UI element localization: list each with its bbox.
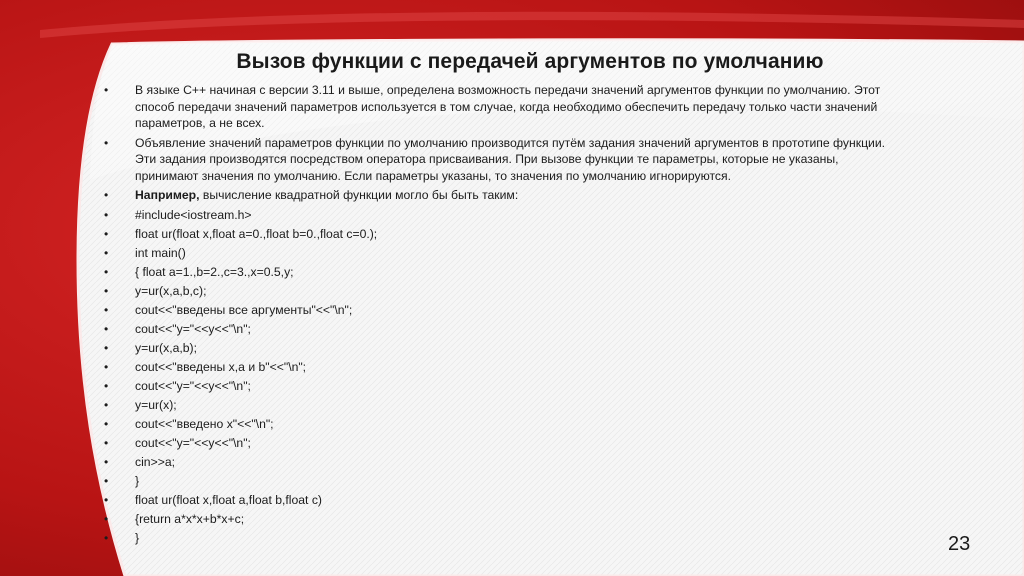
bullet-icon: • — [104, 492, 109, 507]
bullet-icon: • — [104, 188, 109, 203]
list-item — [104, 359, 904, 375]
bullet-icon: • — [104, 226, 109, 241]
bullet-icon: • — [104, 416, 109, 431]
bullet-icon: • — [104, 511, 109, 526]
list-item-text: int main() — [135, 245, 186, 260]
list-item-text: float ur(float x,float a=0.,float b=0.,float c=0.); — [135, 226, 378, 241]
list-item-text: cout<<"введено x"<<"\n"; — [135, 416, 274, 431]
bullet-icon: • — [104, 264, 109, 279]
bullet-icon: • — [104, 207, 109, 222]
list-item — [104, 435, 904, 451]
bullet-icon: • — [104, 321, 109, 336]
list-item-text: cout<<"введены x,a и b"<<"\n"; — [135, 359, 307, 374]
bullet-icon: • — [104, 473, 109, 488]
list-item-text: { float a=1.,b=2.,c=3.,x=0.5,y; — [135, 264, 294, 279]
list-item — [104, 207, 904, 223]
bullet-icon: • — [104, 283, 109, 298]
list-item — [104, 473, 904, 489]
list-item — [104, 187, 904, 204]
bullet-icon: • — [104, 245, 109, 260]
list-item-text: {return a*x*x+b*x+c; — [135, 511, 245, 526]
list-item — [104, 454, 904, 470]
list-item-text: cout<<"y="<<y<<"\n"; — [135, 321, 251, 336]
list-item-text: вычисление квадратной функции могло бы быть таким: — [199, 188, 519, 203]
bullet-icon: • — [104, 359, 109, 374]
bullet-icon: • — [104, 302, 109, 317]
list-item — [104, 340, 904, 356]
list-item — [104, 135, 904, 185]
bullet-icon: • — [104, 397, 109, 412]
bullet-list — [104, 82, 904, 549]
list-item — [104, 416, 904, 432]
bullet-icon: • — [104, 135, 109, 150]
list-item-text: y=ur(x,a,b); — [135, 340, 197, 355]
slide-title: Вызов функции с передачей аргументов по умолчанию — [236, 50, 824, 73]
list-item — [104, 283, 904, 299]
list-item-text: В языке С++ начиная с версии 3.11 и выше, определена возможность передачи значений аргументов функции по умолчанию. Этот способ передачи значений параметров используется в том случае, когда необходимо обеспечить передачу только части значений параметров, а не всех. — [135, 83, 881, 131]
list-item-text: cin>>a; — [135, 454, 175, 469]
list-item — [104, 302, 904, 318]
list-item-text: #include<iostream.h> — [135, 207, 252, 222]
page-number: 23 — [948, 533, 971, 555]
list-item-text: cout<<"y="<<y<<"\n"; — [135, 378, 251, 393]
list-item — [104, 226, 904, 242]
frame-highlight — [40, 12, 1024, 38]
list-item — [104, 321, 904, 337]
list-item-text: cout<<"y="<<y<<"\n"; — [135, 435, 251, 450]
bullet-icon: • — [104, 378, 109, 393]
list-item — [104, 82, 904, 132]
list-item — [104, 511, 904, 527]
bullet-icon: • — [104, 435, 109, 450]
bullet-icon: • — [104, 530, 109, 545]
list-item — [104, 397, 904, 413]
bullet-icon: • — [104, 340, 109, 355]
list-item — [104, 492, 904, 508]
list-item-text: cout<<"введены все аргументы"<<"\n"; — [135, 302, 353, 317]
list-item — [104, 530, 904, 546]
list-item-text: } — [135, 473, 140, 488]
list-item-text: y=ur(x); — [135, 397, 177, 412]
list-item — [104, 378, 904, 394]
list-item — [104, 264, 904, 280]
list-item-emphasis: Например, — [135, 188, 200, 203]
list-item — [104, 245, 904, 261]
list-item-text: } — [135, 530, 140, 545]
list-item-text: y=ur(x,a,b,c); — [135, 283, 207, 298]
list-item-text: float ur(float x,float a,float b,float c) — [135, 492, 322, 507]
bullet-icon: • — [104, 83, 109, 97]
list-item-text: Объявление значений параметров функции по умолчанию производится путём задания значений аргументов в прототипе функции. Эти задания производятся посредством оператора присваивания. При вызове функции те параметры, которые не указаны, принимают значения по умолчанию. Если параметры указаны, то значения по умолчанию игнорируются. — [135, 135, 886, 183]
bullet-icon: • — [104, 454, 109, 469]
